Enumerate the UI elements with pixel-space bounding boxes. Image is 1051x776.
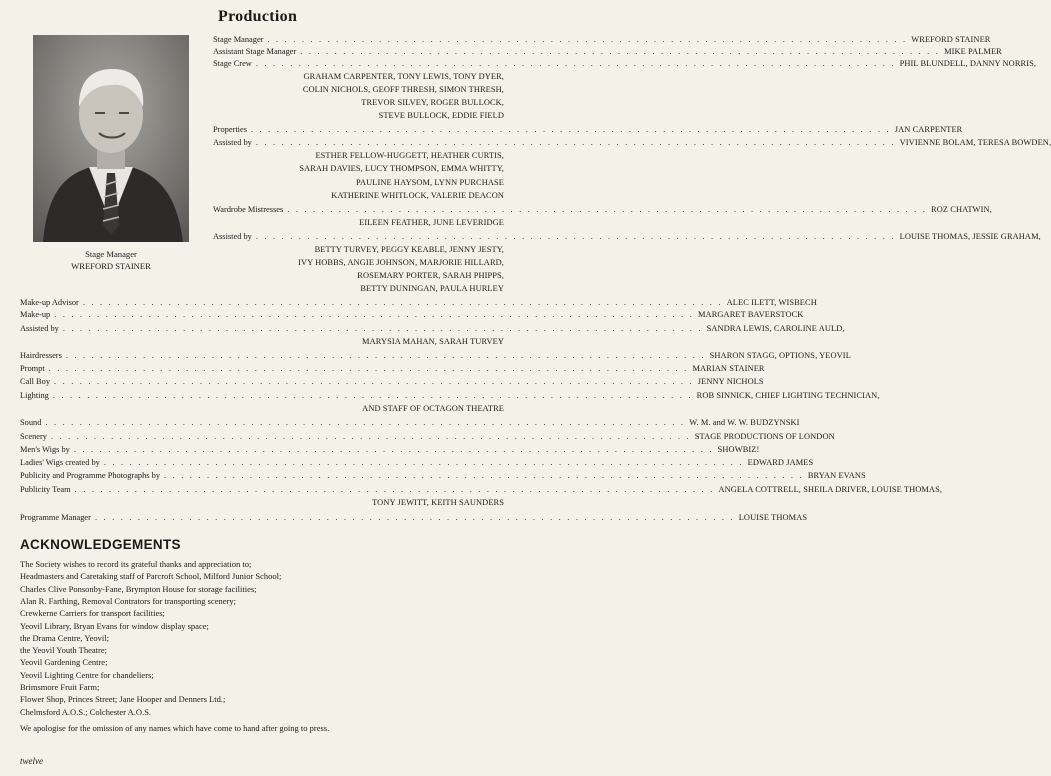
acknowledgement-line: Yeovil Library, Bryan Evans for window display space;: [20, 620, 209, 631]
production-heading: Production: [218, 8, 298, 25]
leader-dots: . . . . . . . . . . . . . . . . . . . . . . . . . . . . . . . . . . . . . . . . . . . . . . . . . . . . . . . . . . . . . . . . . . . . . . . . . . .: [267, 35, 908, 44]
credit-names: STAGE PRODUCTIONS OF LONDON: [694, 432, 835, 441]
credit-names: ROB SINNICK, CHIEF LIGHTING TECHNICIAN,: [696, 391, 880, 400]
credit-row: [20, 362, 765, 375]
credit-role: Men's Wigs by: [20, 445, 70, 454]
credit-role: Sound: [20, 418, 42, 427]
credit-role: Stage Crew: [213, 59, 252, 68]
credit-row: [213, 203, 992, 216]
credit-names-continued: TONY JEWITT, KEITH SAUNDERS: [372, 498, 504, 507]
credit-names-continued: KATHERINE WHITLOCK, VALERIE DEACON: [331, 191, 504, 200]
credit-row: [213, 230, 1041, 243]
credit-role: Publicity and Programme Photographs by: [20, 471, 161, 480]
credit-role: Publicity Team: [20, 485, 71, 494]
credit-names: JENNY NICHOLS: [697, 377, 764, 386]
credit-role: Hairdressers: [20, 351, 62, 360]
acknowledgement-line: The Society wishes to record its grateful thanks and appreciation to;: [20, 559, 252, 569]
leader-dots: . . . . . . . . . . . . . . . . . . . . . . . . . . . . . . . . . . . . . . . . . . . . . . . . . . . . . . . . . . . . . . . . . . . . . . . . . . .: [94, 513, 735, 522]
credit-row: [20, 511, 808, 524]
acknowledgement-line: Crewkerne Carriers for transport facilities;: [20, 608, 165, 619]
credit-row: [20, 430, 835, 443]
credit-role: Programme Manager: [20, 513, 91, 522]
acknowledgement-line: Yeovil Lighting Centre for chandeliers;: [20, 669, 154, 680]
credit-names-continued: IVY HOBBS, ANGIE JOHNSON, MARJORIE HILLARD,: [298, 258, 504, 267]
leader-dots: . . . . . . . . . . . . . . . . . . . . . . . . . . . . . . . . . . . . . . . . . . . . . . . . . . . . . . . . . . . . . . . . . . . . . . . . . . .: [62, 324, 703, 333]
credit-names-continued: MARYSIA MAHAN, SARAH TURVEY: [362, 337, 504, 346]
credit-role: Assisted by: [213, 232, 252, 241]
credit-names-continued: BETTY TURVEY, PEGGY KEABLE, JENNY JESTY,: [314, 245, 504, 254]
credit-role: Make-up: [20, 310, 51, 319]
credit-names: MIKE PALMER: [944, 47, 1002, 56]
acknowledgement-line: Alan R. Farthing, Removal Contrators for transporting scenery;: [20, 595, 236, 606]
credit-names-continued: STEVE BULLOCK, EDDIE FIELD: [378, 111, 504, 120]
credit-names-continued: SARAH DAVIES, LUCY THOMPSON, EMMA WHITTY,: [299, 164, 504, 173]
acknowledgement-line: the Yeovil Youth Theatre;: [20, 645, 107, 656]
leader-dots: . . . . . . . . . . . . . . . . . . . . . . . . . . . . . . . . . . . . . . . . . . . . . . . . . . . . . . . . . . . . . . . . . . . . . . . . . . .: [54, 310, 695, 319]
credit-names: MARIAN STAINER: [692, 364, 765, 373]
credit-role: Stage Manager: [213, 35, 264, 44]
leader-dots: . . . . . . . . . . . . . . . . . . . . . . . . . . . . . . . . . . . . . . . . . . . . . . . . . . . . . . . . . . . . . . . . . . . . . . . . . . .: [65, 351, 706, 360]
credit-names: MARGARET BAVERSTOCK: [698, 310, 804, 319]
leader-dots: . . . . . . . . . . . . . . . . . . . . . . . . . . . . . . . . . . . . . . . . . . . . . . . . . . . . . . . . . . . . . . . . . . . . . . . . . . .: [48, 364, 689, 373]
leader-dots: . . . . . . . . . . . . . . . . . . . . . . . . . . . . . . . . . . . . . . . . . . . . . . . . . . . . . . . . . . . . . . . . . . . . . . . . . . .: [82, 298, 723, 307]
credit-names: VIVIENNE BOLAM, TERESA BOWDEN,: [899, 138, 1051, 147]
acknowledgement-line: Chelmsford A.O.S.; Colchester A.O.S.: [20, 706, 152, 717]
leader-dots: . . . . . . . . . . . . . . . . . . . . . . . . . . . . . . . . . . . . . . . . . . . . . . . . . . . . . . . . . . . . . . . . . . . . . . . . . . .: [54, 377, 694, 386]
leader-dots: . . . . . . . . . . . . . . . . . . . . . . . . . . . . . . . . . . . . . . . . . . . . . . . . . . . . . . . . . . . . . . . . . . . . . . . . . . .: [73, 445, 714, 454]
credit-role: Scenery: [20, 432, 47, 441]
leader-dots: . . . . . . . . . . . . . . . . . . . . . . . . . . . . . . . . . . . . . . . . . . . . . . . . . . . . . . . . . . . . . . . . . . . . . . . . . . .: [287, 205, 928, 214]
credit-row: [20, 469, 866, 482]
acknowledgement-line: Flower Shop, Princes Street; Jane Hooper and Denners Ltd.;: [20, 694, 226, 705]
leader-dots: . . . . . . . . . . . . . . . . . . . . . . . . . . . . . . . . . . . . . . . . . . . . . . . . . . . . . . . . . . . . . . . . . . . . . . . . . . .: [74, 485, 715, 494]
credit-names: ALEC ILETT, WISBECH: [726, 298, 817, 307]
photo-caption-role: Stage Manager: [85, 249, 137, 259]
credit-names: WREFORD STAINER: [911, 35, 991, 44]
leader-dots: . . . . . . . . . . . . . . . . . . . . . . . . . . . . . . . . . . . . . . . . . . . . . . . . . . . . . . . . . . . . . . . . . . . . . . . . . . .: [300, 47, 941, 56]
credit-names-continued: TREVOR SILVEY, ROGER BULLOCK,: [361, 98, 504, 107]
credit-names: SANDRA LEWIS, CAROLINE AULD,: [706, 324, 845, 333]
credit-names-continued: BETTY DUNINGAN, PAULA HURLEY: [360, 284, 504, 293]
leader-dots: . . . . . . . . . . . . . . . . . . . . . . . . . . . . . . . . . . . . . . . . . . . . . . . . . . . . . . . . . . . . . . . . . . . . . . . . . . .: [52, 391, 693, 400]
credit-role: Prompt: [20, 364, 45, 373]
credit-names: PHIL BLUNDELL, DANNY NORRIS,: [899, 59, 1037, 68]
credit-role: Properties: [213, 125, 247, 134]
credit-role: Assisted by: [213, 138, 252, 147]
credit-role: Make-up Advisor: [20, 298, 79, 307]
credit-row: [20, 483, 943, 496]
acknowledgement-line: Headmasters and Caretaking staff of Parcroft School, Milford Junior School;: [20, 571, 282, 582]
acknowledgement-line: the Drama Centre, Yeovil;: [20, 632, 109, 643]
portrait-image: [33, 35, 189, 242]
acknowledgement-line: Yeovil Gardening Centre;: [20, 657, 108, 668]
leader-dots: . . . . . . . . . . . . . . . . . . . . . . . . . . . . . . . . . . . . . . . . . . . . . . . . . . . . . . . . . . . . . . . . . . . . . . . . . . .: [164, 471, 804, 480]
credit-row: [20, 322, 845, 335]
credit-row: [20, 456, 814, 469]
credit-names-continued: ROSEMARY PORTER, SARAH PHIPPS,: [357, 271, 504, 280]
leader-dots: . . . . . . . . . . . . . . . . . . . . . . . . . . . . . . . . . . . . . . . . . . . . . . . . . . . . . . . . . . . . . . . . . . . . . . . . . . .: [250, 125, 891, 134]
credit-row: [213, 136, 1051, 149]
acknowledgements-heading: ACKNOWLEDGEMENTS: [20, 537, 181, 552]
credit-row: [20, 308, 804, 321]
credit-names: ROZ CHATWIN,: [931, 205, 992, 214]
leader-dots: . . . . . . . . . . . . . . . . . . . . . . . . . . . . . . . . . . . . . . . . . . . . . . . . . . . . . . . . . . . . . . . . . . . . . . . . . . .: [50, 432, 691, 441]
leader-dots: . . . . . . . . . . . . . . . . . . . . . . . . . . . . . . . . . . . . . . . . . . . . . . . . . . . . . . . . . . . . . . . . . . . . . . . . . . .: [103, 458, 744, 467]
credit-names-continued: PAULINE HAYSOM, LYNN PURCHASE: [355, 178, 504, 187]
leader-dots: . . . . . . . . . . . . . . . . . . . . . . . . . . . . . . . . . . . . . . . . . . . . . . . . . . . . . . . . . . . . . . . . . . . . . . . . . . .: [255, 232, 896, 241]
credit-role: Assisted by: [20, 324, 59, 333]
credit-names: SHOWBIZ!: [717, 445, 760, 454]
credit-names: W. M. and W. W. BUDZYNSKI: [689, 418, 800, 427]
credit-names: SHARON STAGG, OPTIONS, YEOVIL: [709, 351, 851, 360]
leader-dots: . . . . . . . . . . . . . . . . . . . . . . . . . . . . . . . . . . . . . . . . . . . . . . . . . . . . . . . . . . . . . . . . . . . . . . . . . . .: [255, 138, 896, 147]
credit-role: Call Boy: [20, 377, 51, 386]
stage-manager-photo: [33, 35, 189, 242]
credit-row: [213, 123, 963, 136]
leader-dots: . . . . . . . . . . . . . . . . . . . . . . . . . . . . . . . . . . . . . . . . . . . . . . . . . . . . . . . . . . . . . . . . . . . . . . . . . . .: [255, 59, 896, 68]
acknowledgement-line: Brimsmore Fruit Farm;: [20, 682, 100, 692]
credit-row: [20, 416, 800, 429]
credit-row: [20, 443, 760, 456]
credit-names: LOUISE THOMAS, JESSIE GRAHAM,: [899, 232, 1041, 241]
credit-names: LOUISE THOMAS: [738, 513, 808, 522]
credit-names-continued: ESTHER FELLOW-HUGGETT, HEATHER CURTIS,: [315, 151, 504, 160]
credit-row: [20, 389, 880, 402]
credit-role: Wardrobe Mistresses: [213, 205, 284, 214]
credit-names-continued: AND STAFF OF OCTAGON THEATRE: [362, 404, 504, 413]
credit-names: EDWARD JAMES: [747, 458, 814, 467]
credit-role: Assistant Stage Manager: [213, 47, 297, 56]
credit-names-continued: EILEEN FEATHER, JUNE LEVERIDGE: [359, 218, 504, 227]
photo-caption-name: WREFORD STAINER: [71, 261, 151, 271]
credit-names-continued: COLIN NICHOLS, GEOFF THRESH, SIMON THRESH,: [302, 85, 504, 94]
credit-row: [213, 57, 1037, 70]
credit-names: BRYAN EVANS: [807, 471, 866, 480]
page-number: twelve: [20, 756, 43, 766]
acknowledgement-line: We apologise for the omission of any names which have come to hand after going to press.: [20, 722, 330, 733]
credit-names-continued: GRAHAM CARPENTER, TONY LEWIS, TONY DYER,: [303, 72, 504, 81]
credit-row: [20, 375, 764, 388]
credit-names: JAN CARPENTER: [894, 125, 963, 134]
acknowledgement-line: Charles Clive Ponsonby-Fane, Brympton House for storage facilities;: [20, 583, 257, 594]
credit-row: [20, 349, 851, 362]
credit-role: Ladies' Wigs created by: [20, 458, 100, 467]
credit-role: Lighting: [20, 391, 49, 400]
leader-dots: . . . . . . . . . . . . . . . . . . . . . . . . . . . . . . . . . . . . . . . . . . . . . . . . . . . . . . . . . . . . . . . . . . . . . . . . . . .: [45, 418, 686, 427]
credit-names: ANGELA COTTRELL, SHEILA DRIVER, LOUISE THOMAS,: [718, 485, 943, 494]
